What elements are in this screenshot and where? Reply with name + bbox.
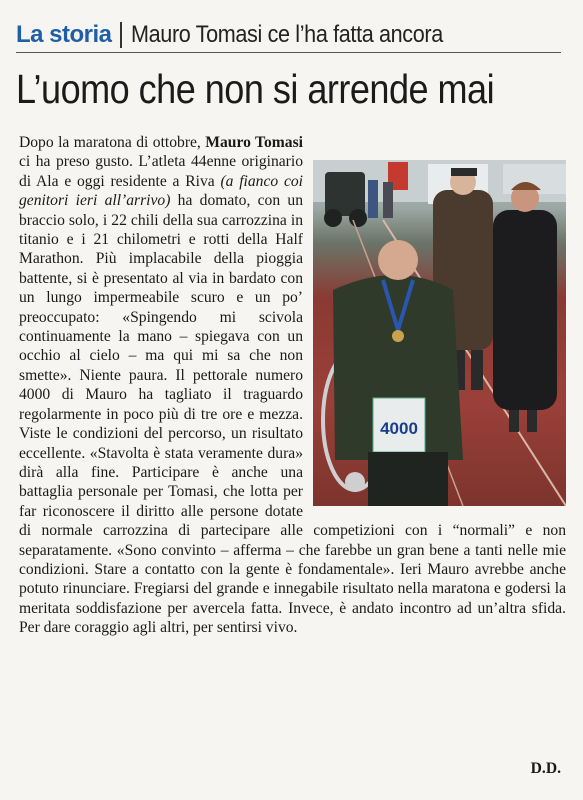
article-subhead: Mauro Tomasi ce l’ha fatta ancora [130,21,443,48]
article-title: L’uomo che non si arrende mai [16,66,495,112]
photo-illustration [313,160,566,506]
body-text-part-1: ci ha preso gusto. L’atleta 44enne originario di Ala e oggi residente a Riva [19,153,303,190]
photo-reference: (a fianco coi genitori ieri all’arrivo) [19,172,303,210]
body-text-intro: Dopo la maratona di ottobre, [19,134,206,151]
article-header [16,18,561,53]
article-photo [313,160,566,506]
author-signature: D.D. [530,760,561,777]
section-kicker: La storia [16,21,112,48]
header-divider [120,22,122,48]
race-bib-number: 4000 [380,419,418,438]
athlete-name: Mauro Tomasi [205,134,303,151]
body-text-part-2: ha domato, con un braccio solo, i 22 chili della sua carrozzina in titanio e i 21 chilometri e rotti della Half Marathon. Più implacabile della pioggia battente, si è presentato al via in bardato con un lungo impermeabile scuro e un po’ preoccupato: «Spingendo mi scivola continuamente la mano – spiegava con un occhio al cielo – ma qui mi sa che non smette». Niente paura. Il pettorale numero 4000 di Mauro ha tagliato il traguardo regolarmente in poco più di tre ore e mezza. Viste le condizioni del percorso, un risultato eccellente. «Stavolta è stata veramente dura» dirà alla fine. Participare è anche una battaglia personale per Tomasi, che lotta per far riconoscere il diritto alle persone dotate di normale carrozzina di partecipare alle competizioni con i “normali” e non separatamente. «Sono convinto – afferma – che farebbe un gran bene a tanti nelle mie condizioni. Stare a contatto con la gente è fondamentale». Ieri Mauro avrebbe anche potuto rinunciare. Fregiarsi del grande e innegabile risultato nella maratona e godersi la meritata soddisfazione per avercela fatta. Invece, è andato incontro ad un’altra sfida. Per dare coraggio agli altri, per sentirsi vivo. [19,192,566,637]
article-body [19,133,566,638]
